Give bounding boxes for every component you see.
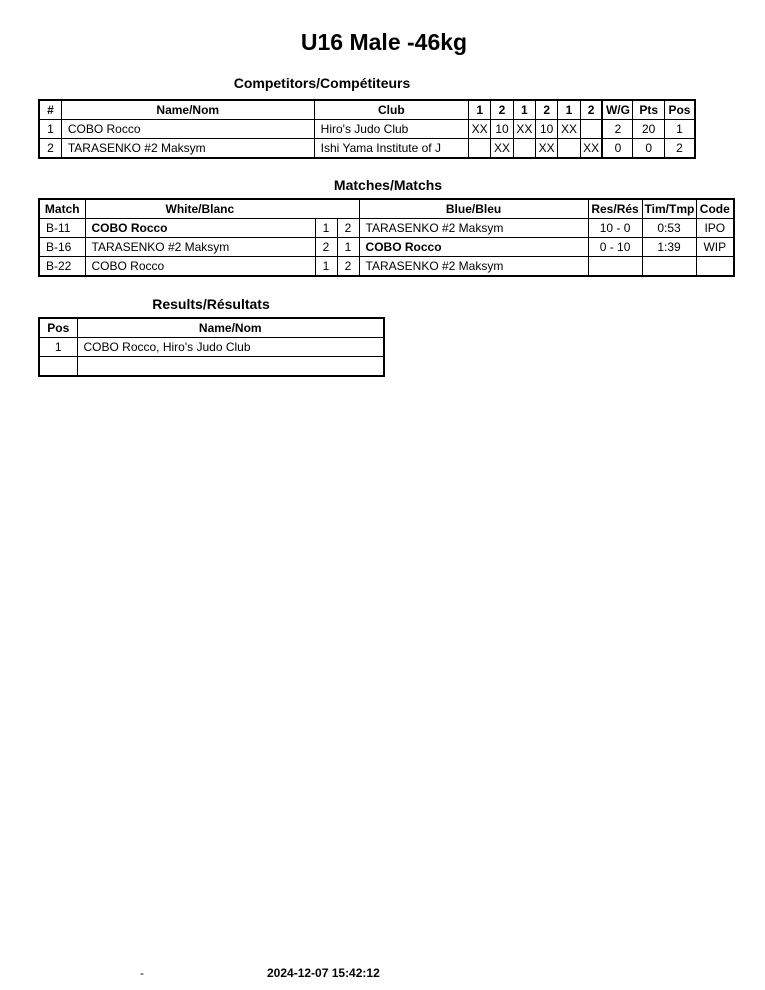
competitor-cell: XX — [469, 120, 491, 139]
match-blue-name: TARASENKO #2 Maksym — [359, 219, 588, 238]
footer-dash: - — [140, 966, 144, 980]
footer-timestamp: 2024-12-07 15:42:12 — [267, 966, 380, 980]
match-white-num: 1 — [315, 219, 337, 238]
match-white-name: COBO Rocco — [85, 219, 315, 238]
match-blue-num: 1 — [337, 238, 359, 257]
match-code: WIP — [696, 238, 734, 257]
match-white-name: COBO Rocco — [85, 257, 315, 277]
result-name — [77, 357, 384, 377]
competitor-pts: 0 — [633, 139, 664, 159]
competitor-row — [39, 120, 695, 139]
match-result — [588, 257, 642, 277]
match-id: B-22 — [39, 257, 85, 277]
result-name: COBO Rocco, Hiro's Judo Club — [77, 338, 384, 357]
match-row — [39, 257, 734, 277]
competitor-pos: 1 — [664, 120, 695, 139]
header-wg: W/G — [602, 100, 632, 120]
header-round: 2 — [491, 100, 513, 120]
competitor-cell — [513, 139, 535, 159]
header-club: Club — [314, 100, 468, 120]
competitor-cell — [469, 139, 491, 159]
match-row — [39, 219, 734, 238]
header-round: 2 — [580, 100, 602, 120]
header-pos: Pos — [39, 318, 77, 338]
competitor-cell — [580, 120, 602, 139]
competitor-num: 1 — [39, 120, 61, 139]
result-row — [39, 338, 384, 357]
matches-section-title: Matches/Matchs — [333, 177, 443, 193]
match-time: 0:53 — [642, 219, 696, 238]
page-title: U16 Male -46kg — [300, 29, 468, 55]
competitors-header-row — [39, 100, 695, 120]
match-white-name: TARASENKO #2 Maksym — [85, 238, 315, 257]
header-time: Tim/Tmp — [642, 199, 696, 219]
header-num: # — [39, 100, 61, 120]
matches-table — [38, 198, 735, 277]
header-round: 2 — [536, 100, 558, 120]
competitor-name: COBO Rocco — [61, 120, 314, 139]
header-round: 1 — [513, 100, 535, 120]
results-header-row — [39, 318, 384, 338]
match-blue-name: COBO Rocco — [359, 238, 588, 257]
competitor-cell: XX — [491, 139, 513, 159]
match-result: 0 - 10 — [588, 238, 642, 257]
header-result: Res/Rés — [588, 199, 642, 219]
header-name: Name/Nom — [77, 318, 384, 338]
match-white-num: 2 — [315, 238, 337, 257]
match-blue-num: 2 — [337, 257, 359, 277]
header-match: Match — [39, 199, 85, 219]
competitors-table — [38, 99, 696, 159]
results-section-title: Results/Résultats — [152, 296, 270, 312]
competitor-cell: XX — [536, 139, 558, 159]
match-result: 10 - 0 — [588, 219, 642, 238]
header-round: 1 — [469, 100, 491, 120]
header-name: Name/Nom — [61, 100, 314, 120]
match-time — [642, 257, 696, 277]
competitor-pos: 2 — [664, 139, 695, 159]
competitor-cell: 10 — [491, 120, 513, 139]
header-white: White/Blanc — [85, 199, 359, 219]
result-row — [39, 357, 384, 377]
competitor-cell — [558, 139, 580, 159]
header-pts: Pts — [633, 100, 664, 120]
header-blue: Blue/Bleu — [359, 199, 588, 219]
competitor-num: 2 — [39, 139, 61, 159]
match-row — [39, 238, 734, 257]
matches-header-row — [39, 199, 734, 219]
match-blue-name: TARASENKO #2 Maksym — [359, 257, 588, 277]
competitor-wg: 0 — [602, 139, 632, 159]
header-round: 1 — [558, 100, 580, 120]
header-pos: Pos — [664, 100, 695, 120]
competitor-cell: XX — [580, 139, 602, 159]
competitor-cell: 10 — [536, 120, 558, 139]
header-code: Code — [696, 199, 734, 219]
match-time: 1:39 — [642, 238, 696, 257]
competitor-club: Hiro's Judo Club — [314, 120, 468, 139]
competitor-cell: XX — [513, 120, 535, 139]
match-code — [696, 257, 734, 277]
result-pos — [39, 357, 77, 377]
result-pos: 1 — [39, 338, 77, 357]
match-id: B-11 — [39, 219, 85, 238]
match-id: B-16 — [39, 238, 85, 257]
match-white-num: 1 — [315, 257, 337, 277]
competitor-cell: XX — [558, 120, 580, 139]
match-blue-num: 2 — [337, 219, 359, 238]
competitors-section-title: Competitors/Compétiteurs — [233, 75, 411, 91]
competitor-wg: 2 — [602, 120, 632, 139]
match-code: IPO — [696, 219, 734, 238]
competitor-name: TARASENKO #2 Maksym — [61, 139, 314, 159]
competitor-club: Ishi Yama Institute of J — [314, 139, 468, 159]
competitor-pts: 20 — [633, 120, 664, 139]
competitor-row — [39, 139, 695, 159]
results-table — [38, 317, 385, 377]
